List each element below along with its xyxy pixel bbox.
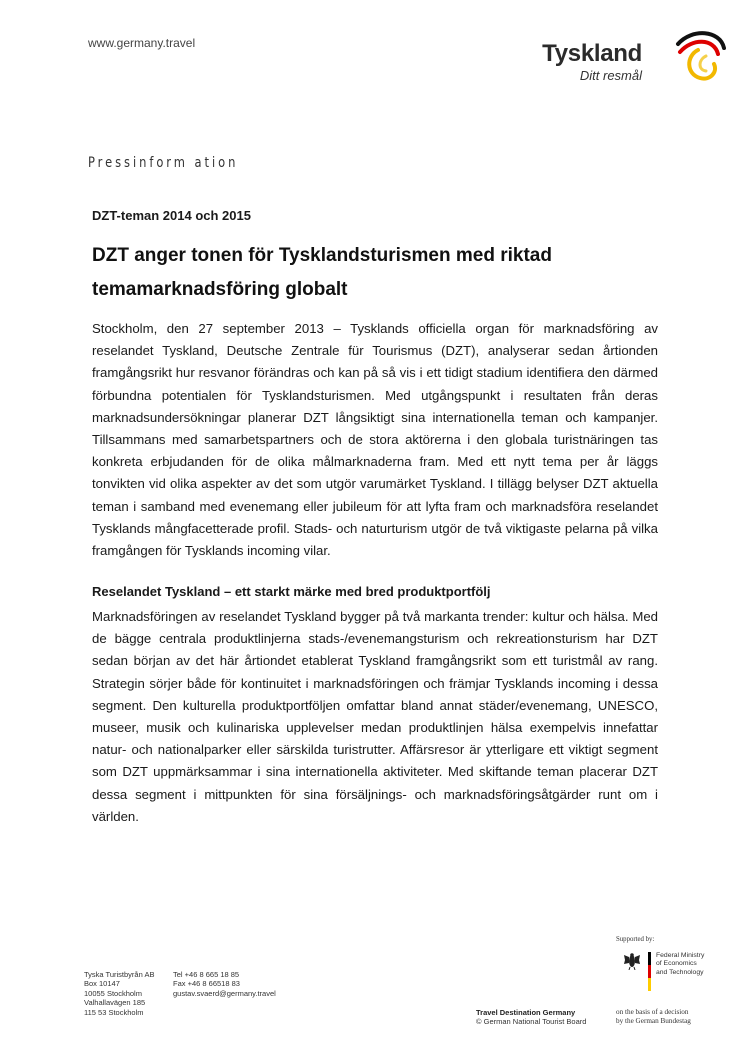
swirl-logo-icon: [668, 26, 728, 86]
body-paragraph-2: Marknadsföringen av reselandet Tyskland bygger på två markanta trender: kultur och hälsa. Med de bägge centrala produktlinjerna stads-/evenemangsturism och rekreationsturism har DZT sedan början av det här årtiondet etablerat Tyskland framgångsrikt som ett turistmål av rang. Strategin sörjer både för kontinuitet i marknadsföringen och främjar Tysklands incoming i dessa segment. Den kulturella produktportföljen omfattar bland annat städer/evenemang, UNESCO, museer, musik och kulinariska upplevelser medan produktlinjen hälsa exempelvis innefattar natur- och nationalparker eller särskilda turistrutter. Affärsresor är ytterligare ett viktigt segment som DZT uppmärksammar i sina internationella aktiviteter. Med skiftande teman placerar DZT dessa segment i mittpunkten för sina försäljnings- och marknadsföringsåtgärder runt om i världen.: [92, 609, 658, 824]
headline: DZT anger tonen för Tysklandsturismen med riktad temamarknadsföring globalt: [92, 245, 552, 300]
fax: Fax +46 8 66518 83: [173, 979, 240, 989]
phone: Tel +46 8 665 18 85: [173, 970, 240, 979]
ministry-line: Federal Ministry: [656, 952, 705, 959]
federal-eagle-icon: [624, 952, 640, 970]
ministry-name: [656, 952, 704, 977]
tyskland-logo: [542, 26, 728, 86]
logo-title: Tyskland: [542, 40, 642, 67]
tdg-title: Travel Destination Germany: [476, 1008, 576, 1017]
ministry-logo: [620, 952, 730, 1004]
address-line: 115 53 Stockholm: [84, 1007, 144, 1017]
press-information-label: Pressinform ation: [88, 155, 239, 171]
body-paragraph-1: Stockholm, den 27 september 2013 – Tysklands officiella organ för marknadsföring av reselandet Tyskland, Deutsche Zentrale für Tourismus (DZT), analyserar sedan årtionden framgångsrikt hur resvanor förändras och kan på så vis i ett tidigt stadium identifiera den därmed förbundna potentialen för Tysklandsturismen. Med utgångspunkt i resultaten från deras marknadsundersökningar planerar DZT långsiktigt sina internationella teman och kampanjer. Tillsammans med samarbetspartners och de stora aktörerna i den globala turistnäringen tas konkreta erbjudanden för de olika målmarknaderna fram. Med ett nytt tema per år läggs tonvikten vid olika aspekter av det som utgör varumärket Tyskland. I tillägg belyser DZT aktuella teman i samband med evenemang eller jubileum för att lyfta fram och marknadsföra reselandet Tysklands mångfacetterade profil. Stads- och naturturism utgör de två viktigaste pelarna på vilka framgången för Tysklands incoming vilar.: [92, 321, 658, 559]
address-line: Tyska Turistbyrån AB: [84, 970, 155, 979]
footer-contact: [173, 970, 276, 998]
tdg-subtitle: © German National Tourist Board: [476, 1017, 587, 1026]
flag-gold: [648, 978, 651, 991]
decision-line: by the German Bundestag: [616, 1017, 691, 1025]
flag-black: [648, 952, 651, 965]
flag-red: [648, 965, 651, 978]
website-url[interactable]: www.germany.travel: [88, 36, 196, 50]
ministry-line: of Economics: [656, 960, 697, 968]
subheading: Reselandet Tyskland – ett starkt märke med bred produktportfölj: [92, 584, 491, 599]
bundestag-decision: [616, 1008, 691, 1026]
logo-subtitle: Ditt resmål: [579, 68, 642, 83]
address-line: 10055 Stockholm: [84, 988, 142, 998]
ministry-line: and Technology: [656, 968, 704, 976]
email-link[interactable]: gustav.svaerd@germany.travel: [173, 988, 276, 998]
supported-by-label: Supported by:: [616, 936, 655, 943]
kicker: DZT-teman 2014 och 2015: [92, 208, 251, 223]
address-line: Box 10147: [84, 979, 120, 989]
decision-line: on the basis of a decision: [616, 1008, 689, 1016]
travel-destination-germany: [476, 1008, 586, 1026]
address-line: Valhallavägen 185: [84, 998, 146, 1008]
footer-address: [84, 970, 154, 1017]
flag-bar: [648, 952, 651, 991]
